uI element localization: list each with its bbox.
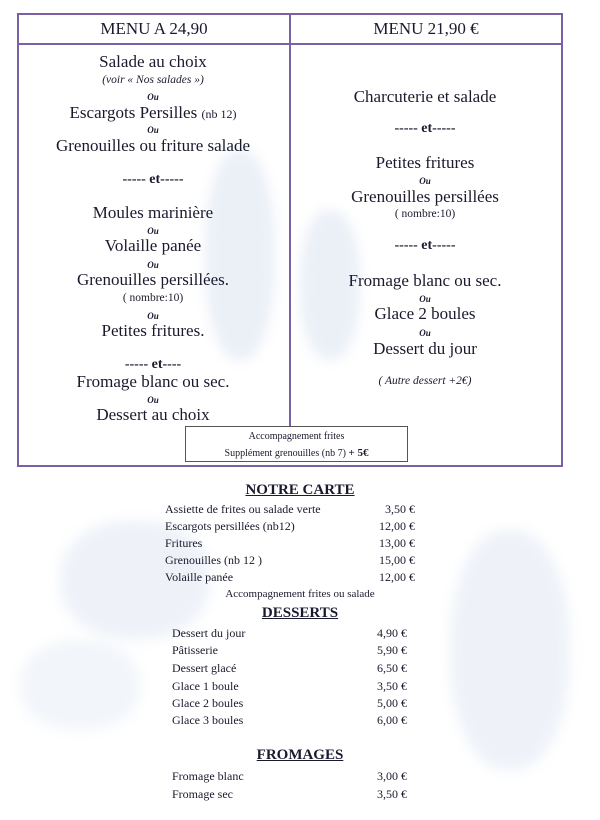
menu-left-main-4: Petites fritures.: [101, 321, 205, 340]
menu-right-title: MENU 21,90 €: [373, 19, 479, 38]
supplement-line-1: Accompagnement frites: [248, 431, 345, 442]
ou-label: Ou: [147, 311, 159, 321]
dessert-item-name: Glace 2 boules: [172, 696, 244, 710]
carte-title: NOTRE CARTE: [245, 482, 355, 498]
carte-item-price: 3,50 €: [385, 502, 415, 516]
menu-right-main-2-count: ( nombre:10): [394, 208, 456, 220]
menu-left-main-2: Volaille panée: [104, 236, 202, 255]
dessert-item-price: 4,90 €: [377, 626, 407, 640]
fromages-title: FROMAGES: [256, 747, 344, 763]
carte-item-price: 13,00 €: [379, 536, 415, 550]
carte-item-price: 15,00 €: [379, 553, 415, 567]
fromage-item-name: Fromage blanc: [172, 769, 244, 783]
dessert-item-price: 3,50 €: [377, 679, 407, 693]
dessert-item-name: Glace 3 boules: [172, 713, 244, 727]
carte-item-name: Assiette de frites ou salade verte: [165, 502, 321, 516]
fromage-item-price: 3,00 €: [377, 769, 407, 783]
menu-left-main-3-count: ( nombre:10): [122, 292, 184, 304]
menu-left-starter-1-note: (voir « Nos salades »): [102, 74, 204, 86]
carte-item-name: Escargots persillées (nb12): [165, 519, 295, 533]
dessert-item-price: 6,00 €: [377, 713, 407, 727]
carte-item-name: Grenouilles (nb 12 ): [165, 553, 262, 567]
carte-item-name: Volaille panée: [165, 570, 234, 584]
desserts-title: DESSERTS: [261, 605, 339, 621]
menu-left-starter-1: Salade au choix: [99, 52, 207, 71]
carte-item-name: Fritures: [165, 536, 203, 550]
menu-right-starter-1: Charcuterie et salade: [353, 87, 497, 106]
fromage-item-name: Fromage sec: [172, 787, 233, 801]
menu-right-main-1: Petites fritures: [375, 153, 475, 172]
menu-left-main-3: Grenouilles persillées.: [76, 270, 229, 289]
carte-note: Accompagnement frites ou salade: [225, 588, 375, 600]
dessert-item-price: 5,00 €: [377, 696, 407, 710]
ou-label: Ou: [419, 328, 431, 338]
menu-right-main-2: Grenouilles persillées: [351, 187, 499, 206]
menu-left-separator-1: ----- et-----: [122, 172, 184, 187]
supplement-line-2: Supplément grenouilles (nb 7) + 5€: [224, 447, 369, 459]
dessert-item-price: 6,50 €: [377, 661, 407, 675]
supplement-extra: + 5€: [348, 447, 369, 459]
watermark: [450, 530, 570, 770]
menu-right-dessert-3: Dessert du jour: [373, 339, 477, 358]
supplement-box: [185, 426, 408, 462]
watermark: [20, 640, 140, 730]
menu-left-dessert-2: Dessert au choix: [96, 405, 210, 424]
ou-label: Ou: [147, 395, 159, 405]
carte-item-price: 12,00 €: [379, 570, 415, 584]
dessert-item-name: Glace 1 boule: [172, 679, 239, 693]
menu-right-dessert-note: ( Autre dessert +2€): [378, 375, 472, 387]
ou-label: Ou: [147, 92, 159, 102]
menu-left-starter-3: Grenouilles ou friture salade: [55, 136, 250, 155]
menu-right-dessert-1: Fromage blanc ou sec.: [348, 271, 502, 290]
menu-right-dessert-2: Glace 2 boules: [374, 304, 476, 323]
menu-left-starter-2: Escargots Persilles (nb 12): [69, 103, 237, 122]
menu-left-separator-2: ----- et----: [124, 357, 182, 372]
fromage-item-price: 3,50 €: [377, 787, 407, 801]
menu-left-title: MENU A 24,90: [100, 19, 208, 38]
column-divider: [289, 15, 291, 429]
ou-label: Ou: [147, 226, 159, 236]
carte-item-price: 12,00 €: [379, 519, 415, 533]
dessert-item-name: Dessert du jour: [172, 626, 246, 640]
ou-label: Ou: [419, 294, 431, 304]
menu-left-main-1: Moules marinière: [92, 203, 214, 222]
menu-right-separator-2: ----- et-----: [394, 238, 456, 253]
dessert-item-price: 5,90 €: [377, 643, 407, 657]
dessert-item-name: Dessert glacé: [172, 661, 237, 675]
menu-right-separator-1: ----- et-----: [394, 121, 456, 136]
dessert-item-name: Pâtisserie: [172, 643, 218, 657]
ou-label: Ou: [147, 125, 159, 135]
menu-left-dessert-1: Fromage blanc ou sec.: [76, 372, 230, 391]
ou-label: Ou: [419, 176, 431, 186]
ou-label: Ou: [147, 260, 159, 270]
